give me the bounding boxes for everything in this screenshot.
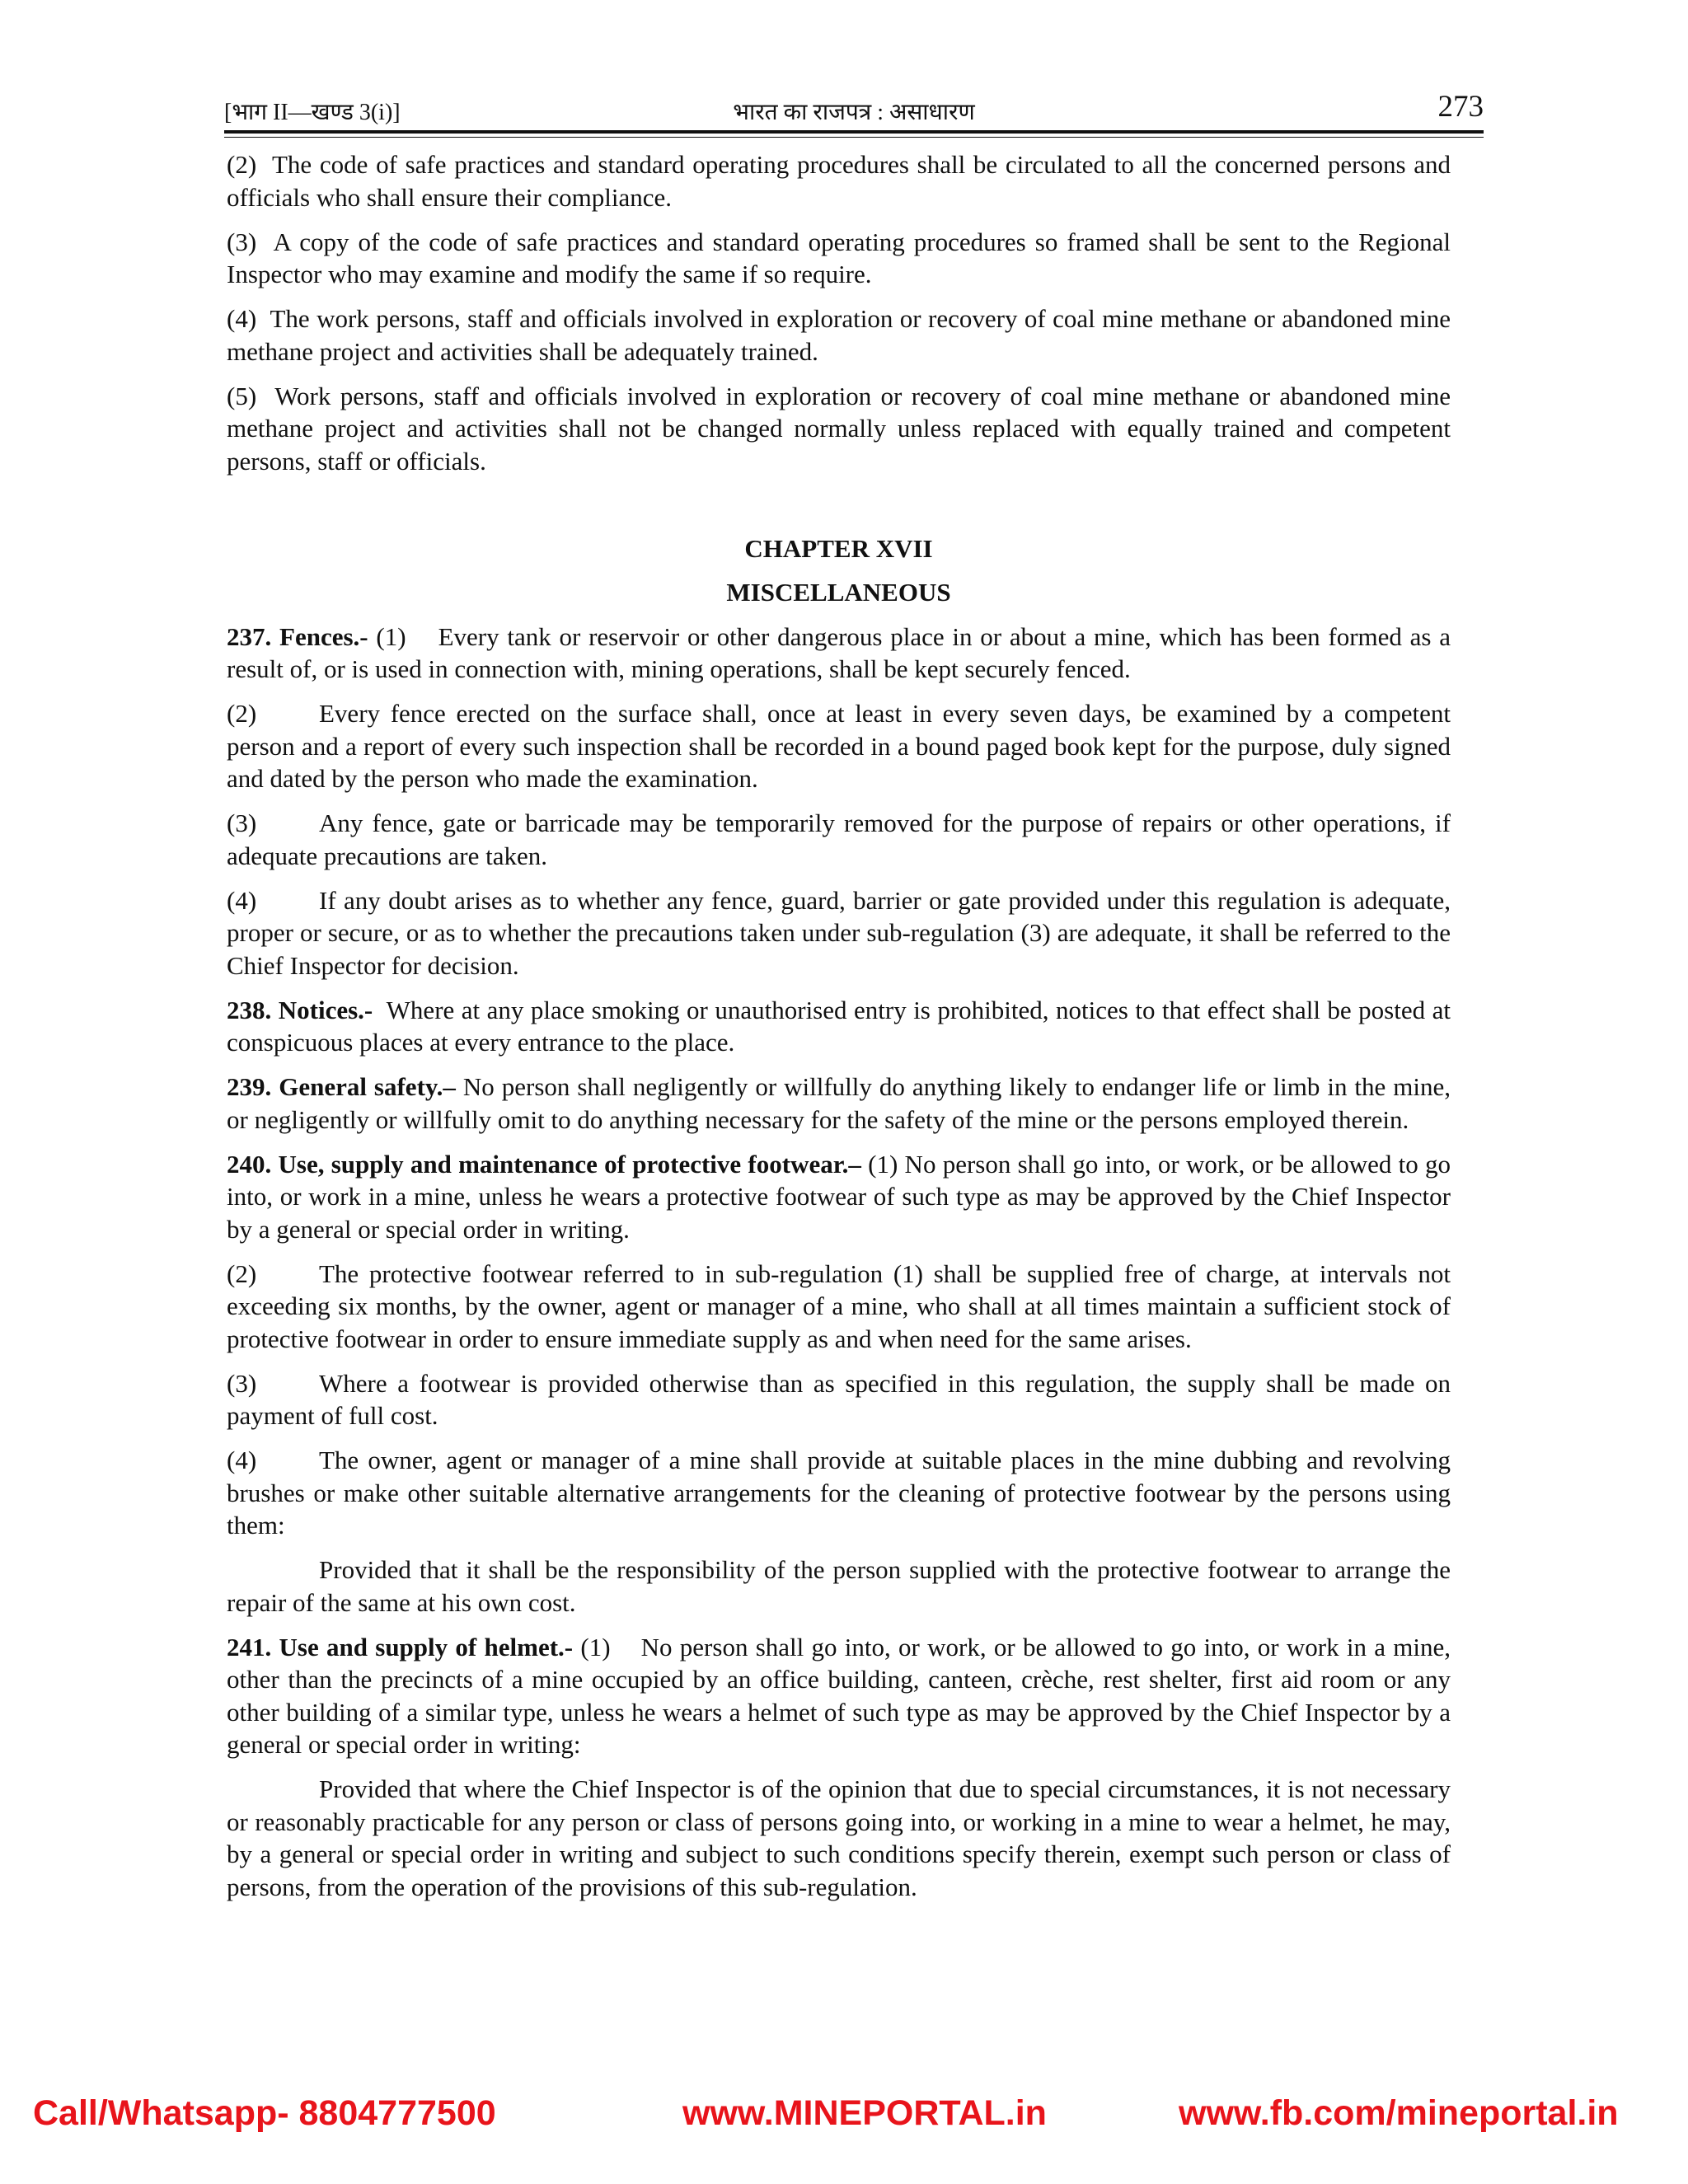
regulation-heading: 237. Fences.- — [227, 621, 368, 651]
chapter-number: CHAPTER XVII — [744, 533, 933, 563]
para-number: (2) — [227, 1258, 257, 1288]
footer-facebook-link[interactable]: www.fb.com/mineportal.in — [1179, 2093, 1619, 2133]
header-page-number: 273 — [1437, 90, 1484, 124]
regulation-240-sub-1 — [227, 1148, 1451, 1246]
para-number: (3) — [227, 808, 257, 837]
para-text: The protective footwear referred to in sub-regulation (1) shall be supplied free of charge, at intervals not exceeding six months, by the owner, agent or manager of a mine, who shall at all times maintain a sufficient stock of protective footwear in order to ensure immediate supply as and when need for the same arises. — [227, 1258, 1451, 1353]
header-rule-thin — [224, 137, 1484, 138]
para-number: (3) — [227, 227, 257, 256]
para-number: (1) — [580, 1632, 611, 1661]
promo-footer — [0, 2093, 1688, 2143]
regulation-heading: 239. General safety.– — [227, 1072, 456, 1101]
para-text: (1) No person shall go into, or work, or be allowed to go into, or work in a mine, unless he wears a protective footwear of such type as may be approved by the Chief Inspector by a general or special order in writing. — [227, 1149, 1451, 1244]
page-header — [224, 89, 1484, 130]
para-text: Any fence, gate or barricade may be temporarily removed for the purpose of repairs or other operations, if adequate precautions are taken. — [227, 808, 1451, 870]
para-text: The work persons, staff and officials involved in exploration or recovery of coal mine methane or abandoned mine methane project and activities shall be adequately trained. — [227, 304, 1451, 366]
regulation-237-sub-2 — [227, 697, 1451, 795]
paragraph-sub-5 — [227, 380, 1451, 478]
para-number: (4) — [227, 1446, 257, 1474]
regulation-heading: 238. Notices.- — [227, 995, 373, 1024]
regulation-240-sub-3 — [227, 1367, 1451, 1432]
spacer — [227, 490, 1451, 532]
para-text: Where at any place smoking or unauthorised entry is prohibited, notices to that effect shall be posted at conspicuous places at every entrance to the place. — [227, 995, 1451, 1057]
para-text: Where a footwear is provided otherwise than as specified in this regulation, the supply shall be made on payment of full cost. — [227, 1368, 1451, 1430]
header-gazette-title: भारत का राजपत्र : असाधारण — [733, 100, 975, 125]
regulation-240-sub-2 — [227, 1258, 1451, 1356]
regulation-240-sub-4 — [227, 1444, 1451, 1542]
header-section-label: [भाग II—खण्ड 3(i)] — [224, 100, 401, 125]
paragraph-sub-3 — [227, 226, 1451, 291]
document-body — [227, 148, 1451, 1915]
chapter-title: MISCELLANEOUS — [726, 578, 951, 607]
para-number: (2) — [227, 699, 257, 728]
paragraph-sub-2 — [227, 148, 1451, 213]
para-text: Every tank or reservoir or other dangerous place in or about a mine, which has been formed as a result of, or is used in connection with, mining operations, shall be kept securely fenced. — [227, 621, 1451, 683]
regulation-241-proviso: Provided that where the Chief Inspector is of the opinion that due to special circumstances, it is not necessary or reasonably practicable for any person or class of persons going into, or working in a mine to wear a helmet, he may, by a general or special order in writing and subject to such conditions specify therein, exempt such person or class of persons, from the operation of the provisions of this sub-regulation. — [227, 1774, 1451, 1901]
regulation-237-sub-1 — [227, 621, 1451, 686]
para-text: A copy of the code of safe practices and standard operating procedures so framed shall be sent to the Regional Inspector who may examine and modify the same if so require. — [227, 227, 1451, 288]
footer-website-link[interactable]: www.MINEPORTAL.in — [682, 2093, 1047, 2133]
para-text: Work persons, staff and officials involved in exploration or recovery of coal mine methane or abandoned mine methane project and activities shall not be changed normally unless replaced with equally trained and competent persons, staff or officials. — [227, 381, 1451, 476]
regulation-240-proviso: Provided that it shall be the responsibility of the person supplied with the protective footwear to arrange the repair of the same at his own cost. — [227, 1555, 1451, 1617]
paragraph-sub-4 — [227, 302, 1451, 368]
para-text: Every fence erected on the surface shall, once at least in every seven days, be examined by a competent person and a report of every such inspection shall be recorded in a bound paged book kept for the purpose, duly signed and dated by the person who made the examination. — [227, 699, 1451, 793]
para-number: (1) — [376, 621, 406, 651]
para-number: (4) — [227, 304, 257, 333]
regulation-239 — [227, 1071, 1451, 1136]
regulation-237-sub-4 — [227, 884, 1451, 982]
regulation-241-sub-1 — [227, 1631, 1451, 1761]
para-text: No person shall negligently or willfully do anything likely to endanger life or limb in the mine, or negligently or willfully omit to do anything necessary for the safety of the mine or the persons employed therein. — [227, 1072, 1451, 1134]
regulation-237-sub-3 — [227, 807, 1451, 872]
para-number: (4) — [227, 885, 257, 915]
regulation-heading: 241. Use and supply of helmet.- — [227, 1632, 574, 1661]
para-text: The code of safe practices and standard operating procedures shall be circulated to all the concerned persons and officials who shall ensure their compliance. — [227, 150, 1451, 212]
para-text: No person shall go into, or work, or be allowed to go into, or work in a mine, other than the precincts of a mine occupied by an office building, canteen, crèche, rest shelter, first aid room or any other building of a similar type, unless he wears a helmet of such type as may be approved by the Chief Inspector by a general or special order in writing: — [227, 1632, 1451, 1759]
regulation-238 — [227, 994, 1451, 1059]
para-number: (5) — [227, 381, 257, 410]
para-number: (2) — [227, 150, 257, 179]
para-text: If any doubt arises as to whether any fence, guard, barrier or gate provided under this regulation is adequate, proper or secure, or as to whether the precautions taken under sub-regulation (3) are adequate, it shall be referred to the Chief Inspector for decision. — [227, 885, 1451, 980]
regulation-heading: 240. Use, supply and maintenance of protective footwear.– — [227, 1149, 861, 1179]
para-text: The owner, agent or manager of a mine shall provide at suitable places in the mine dubbing and revolving brushes or make other suitable alternative arrangements for the cleaning of protective footwear by the persons using them: — [227, 1446, 1451, 1540]
para-number: (3) — [227, 1368, 257, 1398]
header-rule-thick — [224, 130, 1484, 134]
footer-phone: Call/Whatsapp- 8804777500 — [33, 2093, 496, 2133]
